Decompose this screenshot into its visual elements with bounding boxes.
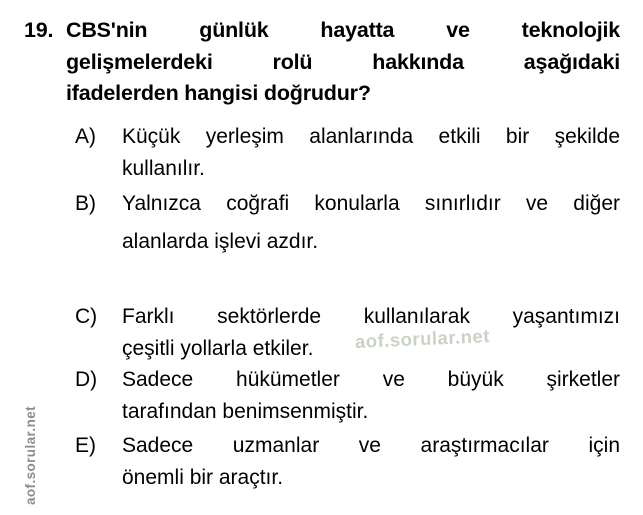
option-text-line: Farklı sektörlerde kullanılarak yaşantımızı: [122, 305, 620, 328]
option-row: [75, 301, 620, 364]
option-text: [122, 301, 620, 364]
option-text-line: çeşitli yollarla etkiler.: [122, 336, 314, 360]
watermark-left: aof.sorular.net: [23, 405, 38, 505]
option-letter: B): [75, 192, 96, 215]
question-number: 19.: [24, 18, 54, 42]
option-row: [75, 364, 620, 427]
option-row: [75, 121, 620, 184]
option-text-line: kullanılır.: [122, 156, 205, 180]
option-text: [122, 364, 620, 427]
option-text: [122, 188, 620, 257]
option-text-line: önemli bir araçtır.: [122, 465, 284, 489]
option-letter: C): [75, 305, 98, 328]
question-text-line: CBS'nin günlük hayatta ve teknolojik: [66, 18, 620, 42]
question-text: [66, 15, 620, 110]
question-text-line: ifadelerden hangisi doğrudur?: [66, 81, 371, 105]
question-block: [24, 15, 620, 110]
option-text-line: Sadece uzmanlar ve araştırmacılar için: [122, 434, 620, 457]
option-text: [122, 430, 620, 493]
option-text-line: Yalnızca coğrafi konularla sınırlıdır ve diğer: [122, 192, 620, 215]
option-text-line: tarafından benimsenmiştir.: [122, 399, 369, 423]
option-letter: E): [75, 434, 96, 457]
option-text: [122, 121, 620, 184]
option-letter: D): [75, 368, 98, 391]
option-row: [75, 430, 620, 493]
question-text-line: gelişmelerdeki rolü hakkında aşağıdaki: [66, 49, 620, 74]
option-text-line: Küçük yerleşim alanlarında etkili bir şekilde: [122, 125, 620, 148]
option-row: [75, 188, 620, 257]
option-letter: A): [75, 125, 96, 148]
option-text-line: alanlarda işlevi azdır.: [122, 229, 319, 253]
watermark-center: aof.sorular.net: [354, 325, 491, 352]
option-text-line: Sadece hükümetler ve büyük şirketler: [122, 368, 620, 391]
